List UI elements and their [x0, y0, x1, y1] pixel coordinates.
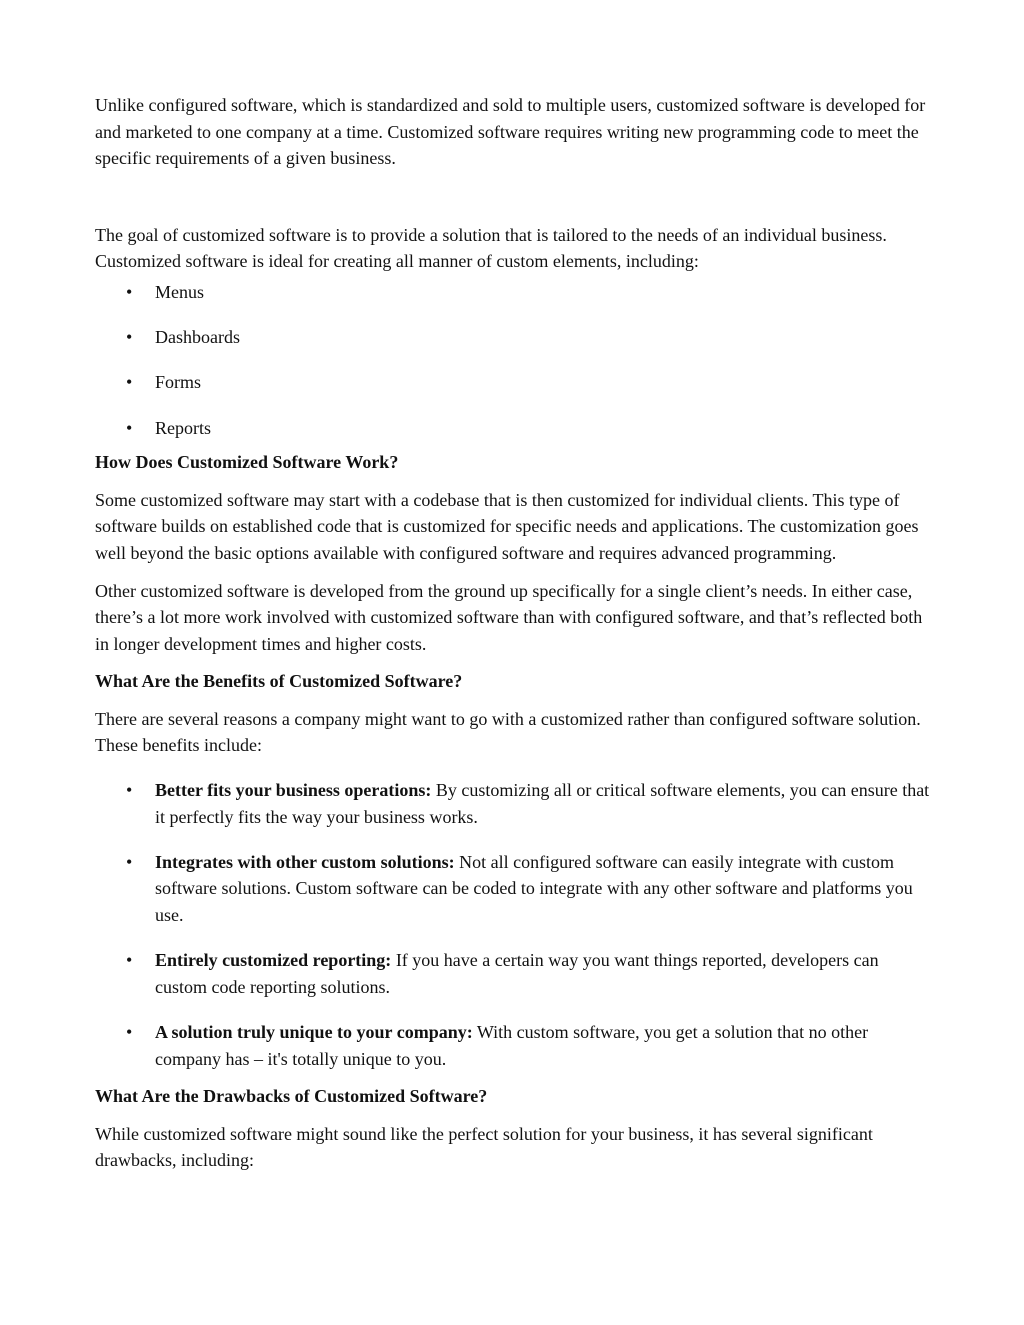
list-item-text: Dashboards — [155, 327, 240, 348]
list-item — [95, 849, 935, 929]
benefit-text: If you have a certain way you want things reported, developers can custom code reporting solutions. — [155, 950, 879, 997]
list-item — [95, 777, 935, 830]
list-item — [95, 279, 935, 306]
benefit-text: Not all configured software can easily integrate with custom software solutions. Custom software can be coded to integrate with any other software and platforms you use. — [155, 851, 913, 926]
how-paragraph-2: Other customized software is developed from the ground up specifically for a single client’s needs. In either case, there’s a lot more work involved with customized software than with configured software, and that’s reflected both in longer development times and higher costs. — [95, 580, 923, 654]
drawbacks-intro: While customized software might sound like the perfect solution for your business, it has several significant drawbacks, including: — [95, 1123, 873, 1171]
benefit-title: A solution truly unique to your company: — [155, 1022, 473, 1042]
list-item — [95, 369, 935, 396]
bullet: • — [126, 327, 133, 348]
bullet: • — [126, 950, 133, 971]
benefit-title: Better fits your business operations: — [155, 780, 432, 801]
benefit-title: Entirely customized reporting: — [155, 950, 392, 971]
bullet: • — [126, 780, 133, 801]
document-page — [95, 92, 935, 1174]
list-item — [95, 324, 935, 351]
list-item — [95, 1019, 935, 1072]
bullet: • — [126, 281, 133, 302]
list-item-text: Menus — [155, 281, 204, 302]
benefits-intro: There are several reasons a company might want to go with a customized rather than configured software solution. These benefits include: — [95, 708, 921, 756]
list-item — [95, 947, 935, 1000]
benefit-text: By customizing all or critical software elements, you can ensure that it perfectly fits the way your business works. — [155, 780, 930, 827]
list-item-text: Reports — [155, 417, 211, 438]
list-item — [95, 415, 935, 442]
how-paragraph-1: Some customized software may start with a codebase that is then customized for individual clients. This type of software builds on established code that is customized for specific needs and applications. The customization goes well beyond the basic options available with configured software and requires advanced programming. — [95, 489, 919, 563]
bullet: • — [126, 372, 133, 393]
bullet: • — [126, 1022, 133, 1042]
bullet: • — [126, 851, 133, 872]
intro-paragraph: Unlike configured software, which is standardized and sold to multiple users, customized software is developed for and marketed to one company at a time. Customized software requires writing new programming code to meet the specific requirements of a given business. — [95, 95, 926, 169]
list-item-text: Forms — [155, 372, 202, 393]
benefit-title: Integrates with other custom solutions: — [155, 851, 455, 872]
bullet: • — [126, 417, 133, 438]
custom-elements-list — [95, 279, 935, 441]
benefits-heading: What Are the Benefits of Customized Software? — [95, 671, 463, 692]
benefits-list — [95, 777, 935, 1072]
benefit-text: With custom software, you get a solution that no other company has – it's totally unique to you. — [155, 1022, 869, 1069]
how-heading: How Does Customized Software Work? — [95, 452, 399, 473]
goal-paragraph: The goal of customized software is to provide a solution that is tailored to the needs of an individual business. Customized software is ideal for creating all manner of custom elements, including: — [95, 224, 887, 272]
drawbacks-heading: What Are the Drawbacks of Customized Software? — [95, 1086, 488, 1107]
